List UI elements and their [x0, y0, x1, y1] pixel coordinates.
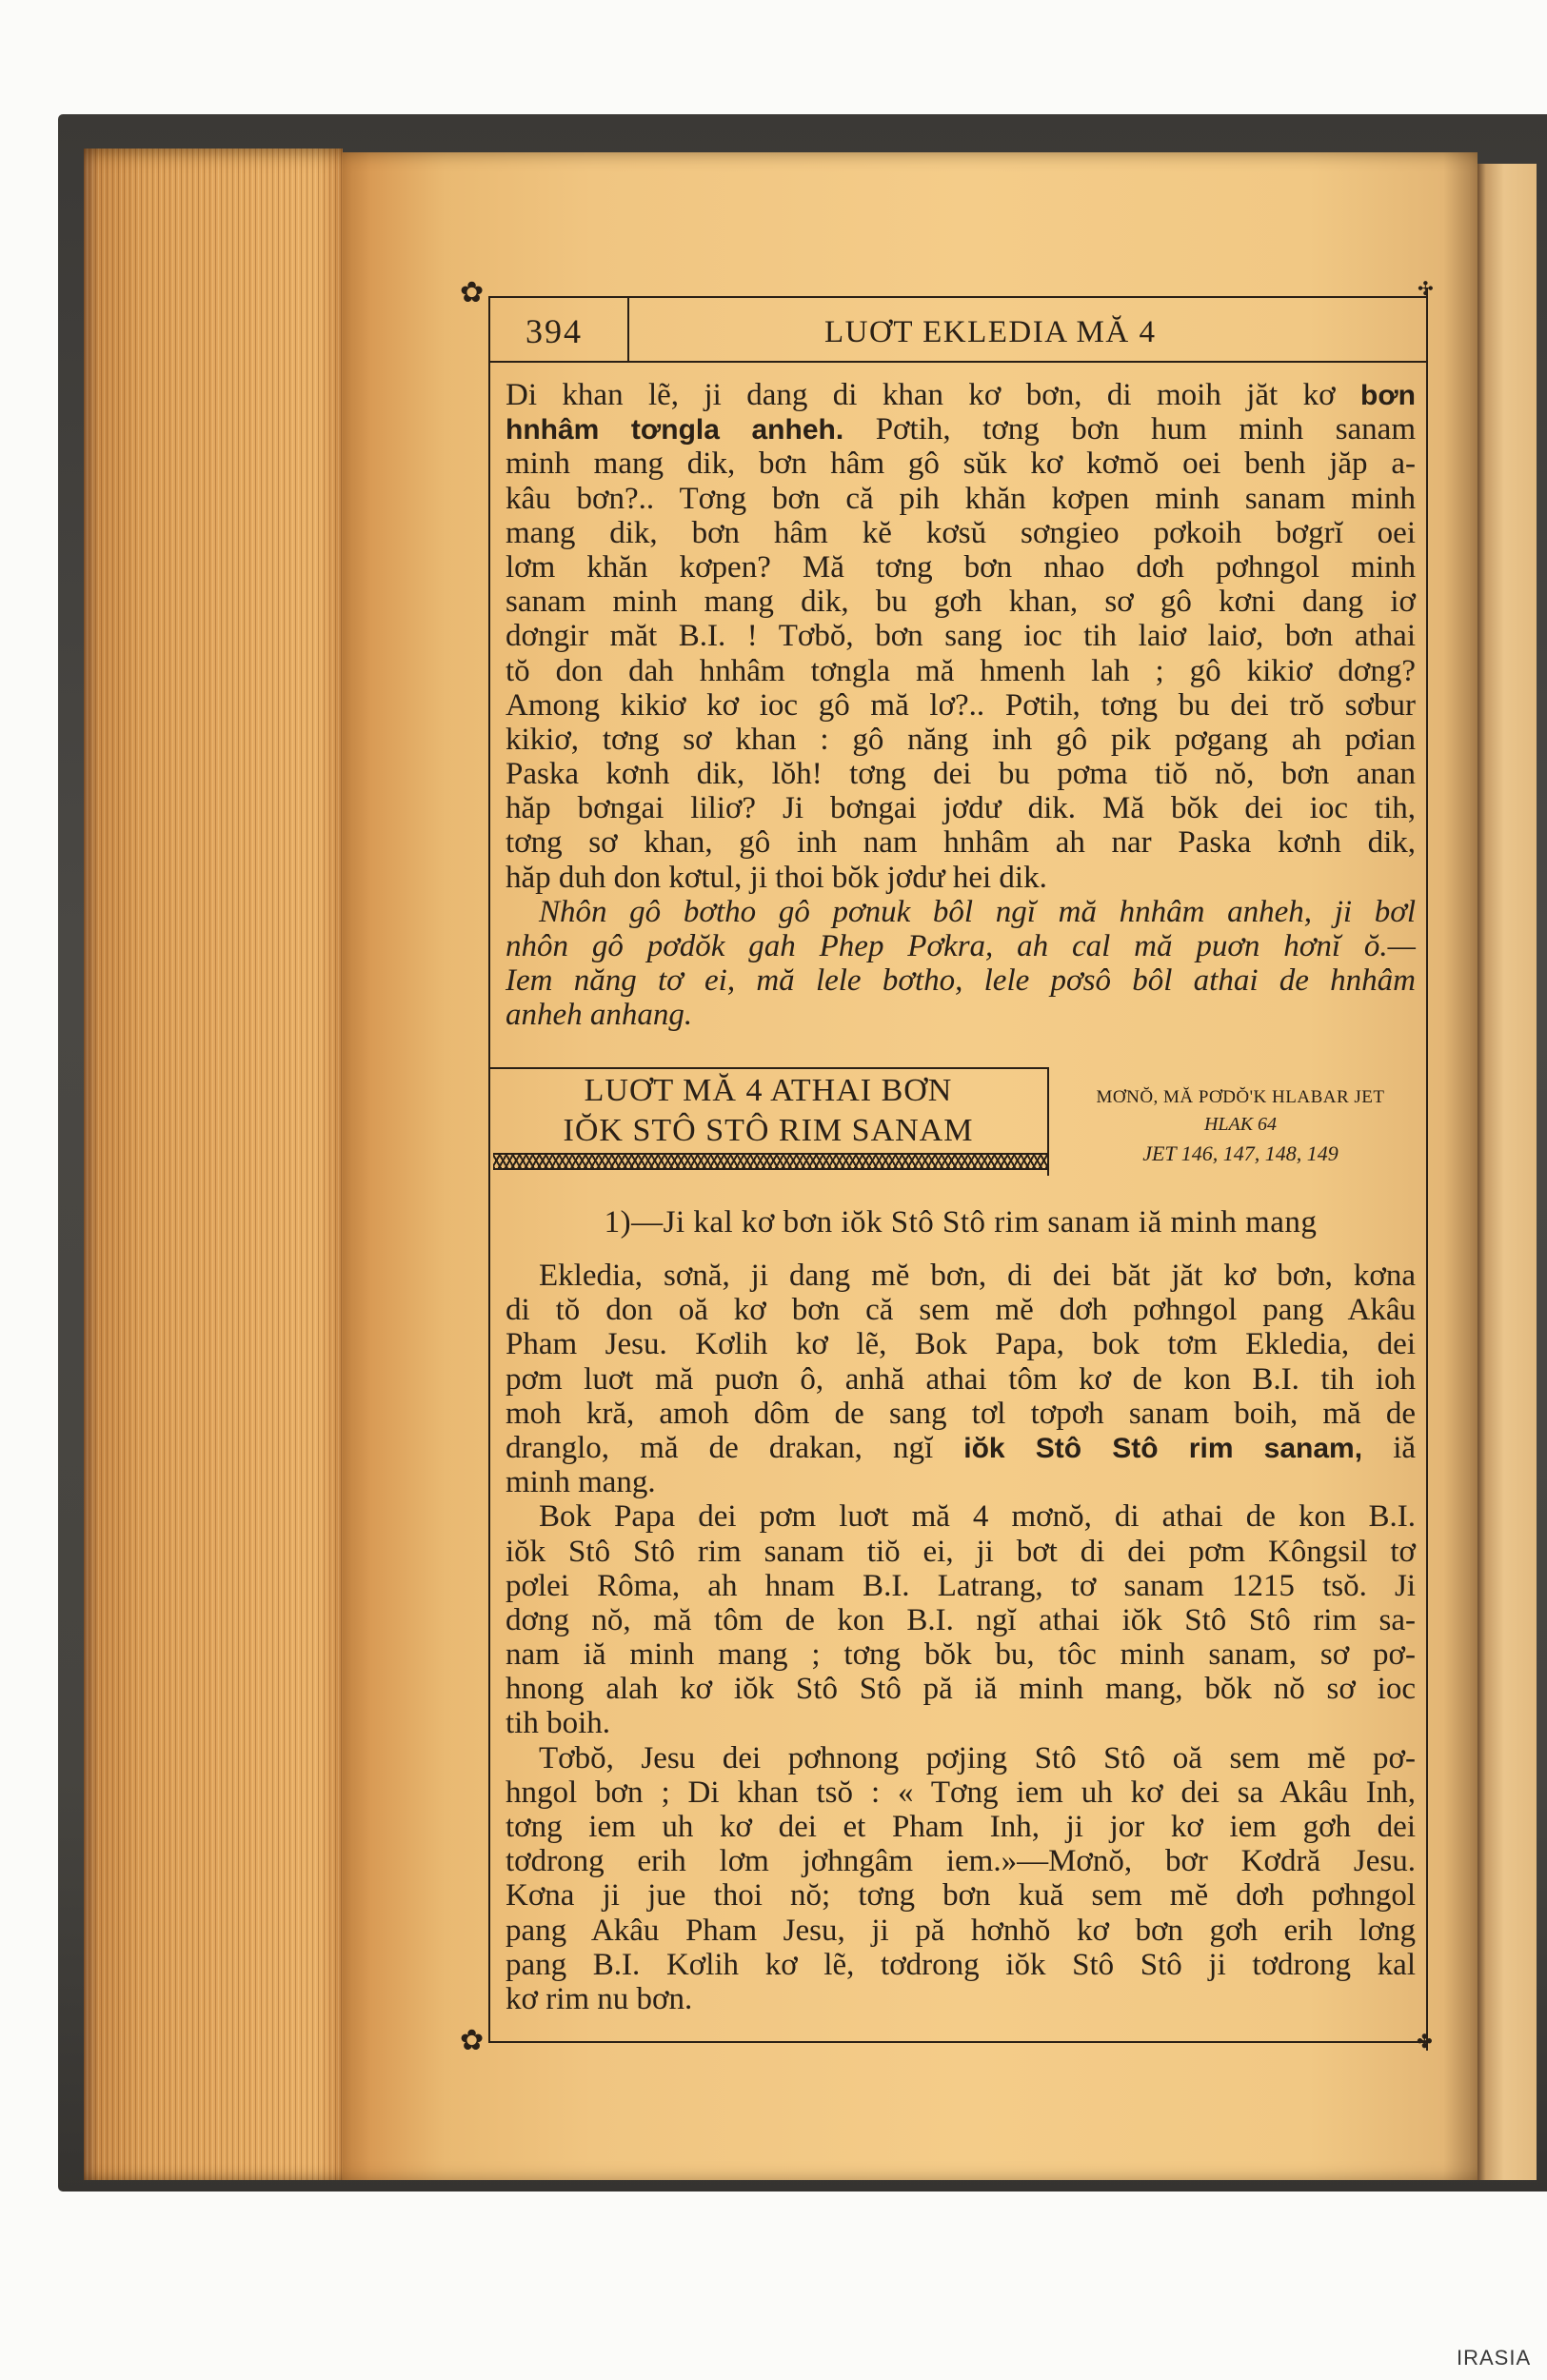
section-reference	[1059, 1085, 1422, 1169]
subheading: 1)—Ji kal kơ bơn iŏk Stô Stô rim sanam iă minh mang	[604, 1205, 1318, 1240]
text-line: minh mang.	[506, 1465, 656, 1500]
text-line: pơlei Rôma, ah hnam B.I. Latrang, tơ sanam 1215 tsŏ. Ji	[506, 1568, 1416, 1603]
bold-phrase: hnhâm tơngla anheh.	[506, 414, 844, 446]
watermark: IRASIA	[1457, 2346, 1532, 2370]
text-line: iŏk Stô Stô rim sanam tiŏ ei, ji bơt di dei pơm Kôngsil tơ	[506, 1534, 1416, 1569]
text-line: Ekledia, sơnă, ji dang mĕ bơn, di dei băt jăt kơ bơn, kơna	[539, 1259, 1416, 1293]
text-run: Pơtih, tơng bơn hum minh sanam	[875, 412, 1416, 447]
page-number: 394	[526, 312, 583, 350]
text-line: di tŏ don oă kơ bơn că sem mĕ dơh pơhngol pang Akâu	[506, 1293, 1416, 1328]
text-line: Among kikiơ kơ ioc gô mă lơ?.. Pơtih, tơng bu dei trŏ sơbur	[506, 687, 1416, 723]
text-line: pang Akâu Pham Jesu, ji pă hơnhŏ kơ bơn gơh erih lơng	[506, 1913, 1416, 1948]
text-line: kơ rim nu bơn.	[506, 1981, 693, 2016]
note-line: nhôn gô pơdŏk gah Phep Pơkra, ah cal mă puơn hơnĭ ŏ.—	[506, 929, 1416, 963]
reference-line: HLAK 64	[1203, 1114, 1278, 1135]
bottom-rule	[489, 2041, 1427, 2043]
text-line: Kơna ji jue thoi nŏ; tơng bơn kuă sem mĕ dơh pơhngol	[506, 1878, 1416, 1914]
text-line: kâu bơn?.. Tơng bơn că pih khăn kơpen minh sanam minh	[506, 481, 1416, 516]
text-line: Pham Jesu. Kơlih kơ lẽ, Bok Papa, bok tơm Ekledia, dei	[506, 1327, 1416, 1362]
running-head-rule	[489, 361, 1427, 363]
reference-line: MƠNŎ, MĂ PƠDŎ'K HLABAR JET	[1096, 1087, 1385, 1107]
text-line: Bok Papa dei pơm luơt mă 4 mơnŏ, di athai de kon B.I.	[539, 1499, 1416, 1535]
text-line: moh kră, amoh dôm de sang tơl tơpơh sanam boih, mă de	[506, 1396, 1416, 1431]
running-title: LUƠT EKLEDIA MĂ 4	[824, 315, 1157, 349]
text-line: tơng sơ khan, gô inh nam hnhâm ah nar Paska kơnh dik,	[506, 825, 1416, 861]
text-line: tơng iem uh kơ dei et Pham Inh, ji jor kơ iem gơh dei	[506, 1810, 1416, 1844]
text-line: hnong alah kơ iŏk Stô Stô pă iă minh mang, bŏk nŏ sơ ioc	[506, 1672, 1416, 1707]
text-run: dranglo, mă de drakan, ngĭ	[506, 1430, 934, 1465]
text-line: lơm khăn kơpen? Mă tơng bơn nhao dơh pơhngol minh	[506, 549, 1416, 585]
fleuron-ornament-icon: ✤	[1417, 2030, 1433, 2053]
text-line: minh mang dik, bơn hâm gô sŭk kơ kơmŏ oei benh jăp a-	[506, 446, 1416, 482]
text-run: Di khan lẽ, ji dang di khan kơ bơn, di moih jăt kơ	[506, 378, 1336, 412]
section-heading-box	[489, 1067, 1049, 1176]
text-block-bottom	[506, 1259, 1416, 2016]
facing-page	[1478, 164, 1537, 2180]
bold-phrase: bơn	[1360, 380, 1416, 411]
text-line: pang B.I. Kơlih kơ lẽ, tơdrong iŏk Stô Stô ji tơdrong kal	[506, 1947, 1416, 1982]
text-line	[506, 412, 1416, 446]
note-line: Nhôn gô bơtho gô pơnuk bôl ngĭ mă hnhâm anheh, ji bơl	[539, 894, 1416, 929]
fleuron-ornament-icon: ✣	[1418, 277, 1434, 300]
top-rule	[489, 296, 1427, 298]
text-line: dơng nŏ, mă tôm de kon B.I. ngĭ athai iŏk Stô Stô rim sa-	[506, 1602, 1416, 1637]
section-title-line: LUƠT MĂ 4 ATHAI BƠN	[584, 1073, 953, 1108]
note-line: anheh anhang.	[506, 998, 693, 1033]
running-head-divider	[627, 298, 629, 362]
text-line: tơdrong erih lơm jơhngâm iem.»—Mơnŏ, bơr Kơdră Jesu.	[506, 1844, 1416, 1879]
text-run: iă	[1393, 1430, 1417, 1465]
text-line: sanam minh mang dik, bu gơh khan, sơ gô kơni dang iơ	[506, 585, 1416, 620]
text-line: dơngir măt B.I. ! Tơbŏ, bơn sang ioc tih laiơ laiơ, bơn athai	[506, 619, 1416, 654]
bold-phrase: iŏk Stô Stô rim sanam,	[963, 1432, 1363, 1464]
text-line: tih boih.	[506, 1706, 611, 1741]
text-line	[506, 378, 1416, 412]
text-line: Paska kơnh dik, lŏh! tơng dei bu pơma tiŏ nŏ, bơn anan	[506, 757, 1416, 792]
text-line: hăp duh don kơtul, ji thoi bŏk jơdư hei dik.	[506, 860, 1047, 895]
text-line: pơm luơt mă puơn ô, anhă athai tôm kơ de kon B.I. tih ioh	[506, 1361, 1416, 1397]
text-line: hngol bơn ; Di khan tsŏ : « Tơng iem uh kơ dei sa Akâu Inh,	[506, 1775, 1416, 1810]
note-line: Iem năng tơ ei, mă lele bơtho, lele pơsô bôl athai de hnhâm	[506, 963, 1416, 999]
text-line: hăp bơngai liliơ? Ji bơngai jơdư dik. Mă bŏk dei ioc tih,	[506, 791, 1416, 826]
flower-ornament-icon: ✿	[460, 276, 485, 309]
text-line: nam iă minh mang ; tơng bŏk bu, tôc minh sanam, sơ pơ-	[506, 1637, 1416, 1673]
text-line	[506, 1431, 1416, 1465]
page-fore-edge	[84, 149, 343, 2180]
text-line: tŏ don dah hnhâm tơngla mă hmenh lah ; gô kikiơ dơng?	[506, 653, 1416, 688]
text-line: Tơbŏ, Jesu dei pơhnong pơjing Stô Stô oă sem mĕ pơ-	[539, 1740, 1416, 1775]
text-line: mang dik, bơn hâm kĕ kơsŭ sơngieo pơkoih bơgrĭ oei	[506, 515, 1416, 550]
section-title-line: IŎK STÔ STÔ RIM SANAM	[563, 1113, 974, 1148]
reference-line: JET 146, 147, 148, 149	[1142, 1141, 1339, 1165]
text-line: kikiơ, tơng sơ khan : gô năng inh gô pik pơgang ah pơian	[506, 722, 1416, 757]
text-block-top	[506, 378, 1416, 1033]
frame-right-rule	[1426, 288, 1428, 2051]
flower-ornament-icon: ✿	[460, 2024, 485, 2057]
ornamental-border	[493, 1153, 1047, 1170]
